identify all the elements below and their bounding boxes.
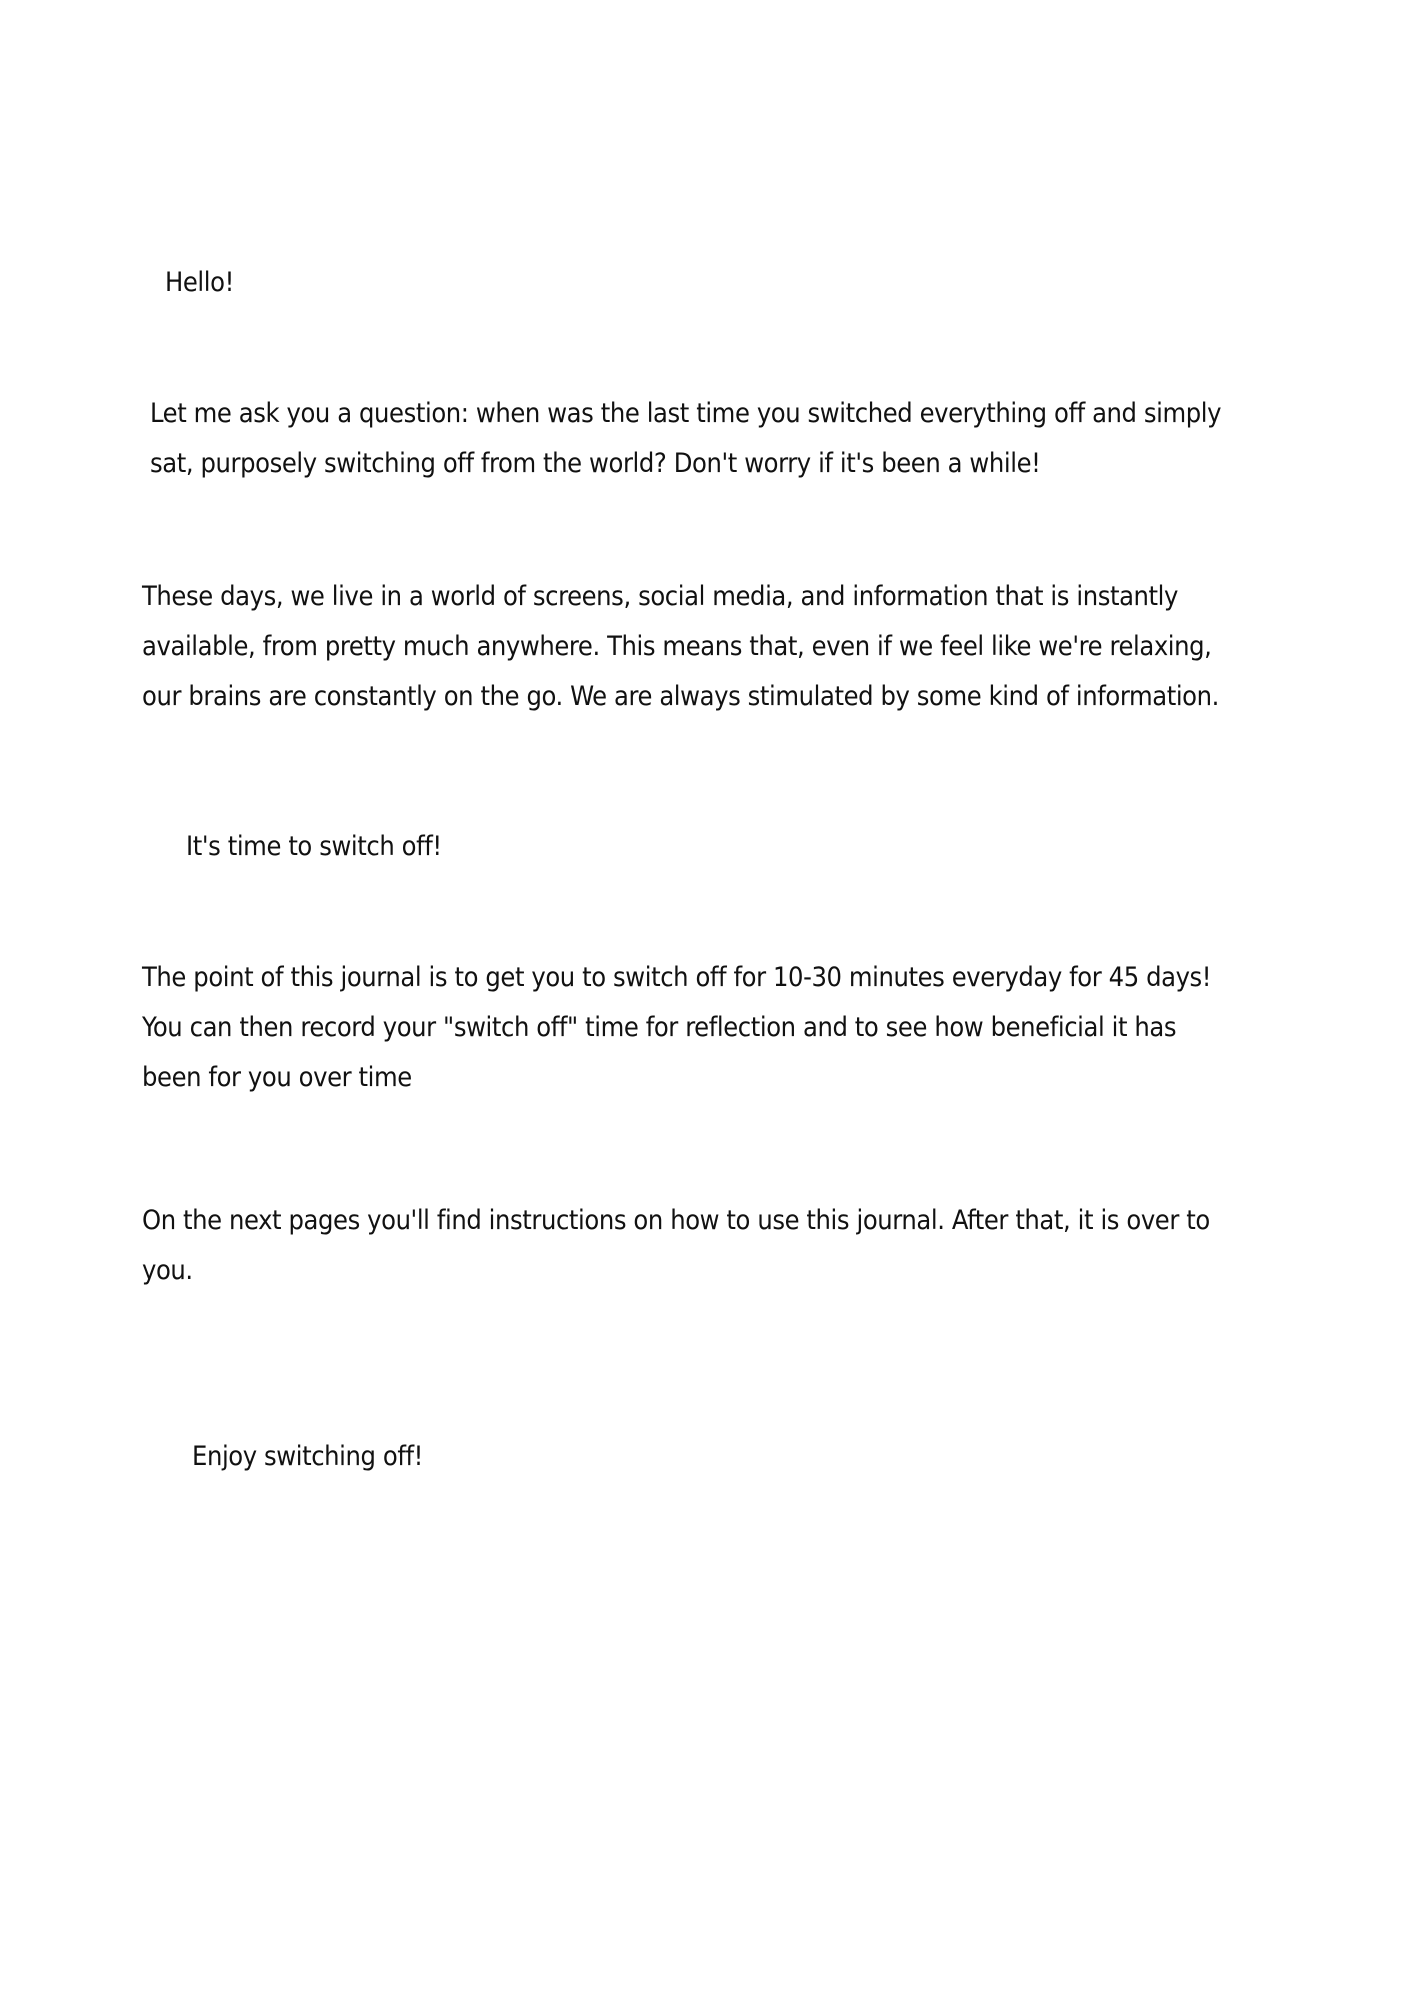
point-line: You can then record your "switch off" time for reflection and to see how beneficial it has [142,1012,1177,1043]
next-pages-line: you. [142,1255,193,1286]
switch-off-heading-text: It's time to switch off! [186,831,442,862]
point-paragraph [142,953,1262,1103]
question-line: Let me ask you a question: when was the last time you switched everything off and simply [150,398,1222,429]
screens-line: our brains are constantly on the go. We are always stimulated by some kind of information. [142,681,1219,712]
greeting-text: Hello! [165,267,234,298]
point-line: been for you over time [142,1062,412,1093]
closing-line [192,1432,423,1482]
greeting [165,258,234,308]
screens-line: These days, we live in a world of screens, social media, and information that is instantly [142,581,1178,612]
screens-line: available, from pretty much anywhere. This means that, even if we feel like we're relaxing, [142,631,1212,662]
question-paragraph [150,389,1270,489]
screens-paragraph [142,572,1272,722]
next-pages-paragraph [142,1196,1262,1296]
question-line: sat, purposely switching off from the world? Don't worry if it's been a while! [150,448,1041,479]
next-pages-line: On the next pages you'll find instructions on how to use this journal. After that, it is over to [142,1205,1210,1236]
point-line: The point of this journal is to get you to switch off for 10-30 minutes everyday for 45 days! [142,962,1212,993]
closing-text: Enjoy switching off! [192,1441,423,1472]
switch-off-heading [186,822,442,872]
